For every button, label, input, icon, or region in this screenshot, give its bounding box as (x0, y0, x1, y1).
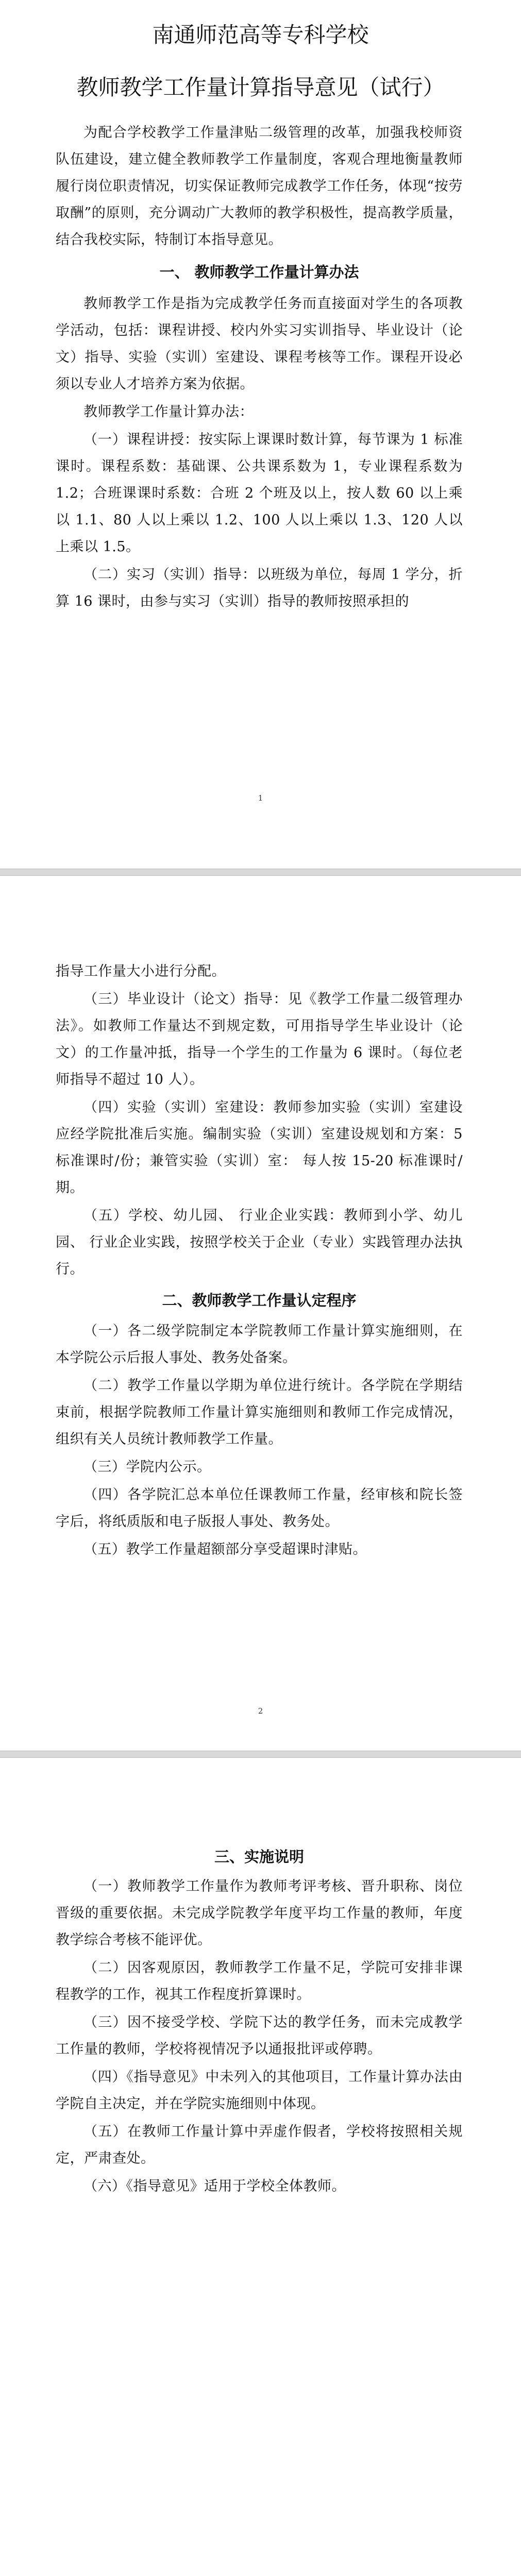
page-number: 2 (258, 1706, 263, 1716)
section-3-item: （一）教师教学工作量作为教师考评考核、晋升职称、岗位晋级的重要依据。未完成学院教学年度平均工作量的教师，年度教学综合考核不能评优。 (56, 1878, 463, 1948)
school-title: 南通师范高等专科学校 (152, 22, 369, 47)
section-2-item: （四）各学院汇总本单位任课教师工作量，经审核和院长签字后，将纸质版和电子版报人事处、教务处。 (56, 1487, 463, 1530)
section-3-item: （二）因客观原因，教师教学工作量不足，学院可安排非课程教学的工作，视其工作程度折算课时。 (56, 1960, 463, 2003)
section-3-item: （三）因不接受学校、学院下达的教学任务，而未完成教学工作量的教师，学校将视情况予以通报批评或停聘。 (56, 2014, 463, 2057)
document-page-2 (0, 876, 521, 1751)
section-2-item: （二）教学工作量以学期为单位进行统计。各学院在学期结束前，根据学院教师工作量计算实施细则和教师工作完成情况，组织有关人员统计教师教学工作量。 (56, 1378, 463, 1447)
page-1-body (56, 120, 463, 616)
document-title: 教师教学工作量计算指导意见（试行） (76, 75, 445, 100)
page-number: 1 (258, 793, 263, 803)
section-3-item: （四）《指导意见》中未列入的其他项目，工作量计算办法由学院自主决定，并在学院实施细则中体现。 (56, 2069, 463, 2112)
section-1-item: （二）实习（实训）指导：以班级为单位，每周 1 学分，折算 16 课时，由参与实习（实训）指导的教师按照承担的 (56, 567, 463, 609)
section-2-item: （三）学院内公示。 (83, 1459, 211, 1475)
section-3-item: （五）在教师工作量计算中弄虚作假者，学校将按照相关规定，严肃查处。 (56, 2124, 463, 2166)
section-3-heading: 三、实施说明 (214, 1848, 304, 1866)
section-1-item: （四）实验（实训）室建设：教师参加实验（实训）室建设应经学院批准后实施。编制实验（实训）室建设规划和方案：5 标准课时/份；兼管实验（实训）室： 每人按 15-20 标准课时/期。 (56, 1099, 463, 1196)
section-1-item: （五）学校、幼儿园、 行业企业实践：教师到小学、幼儿园、 行业企业实践，按照学校关于企业（专业）实践管理办法执行。 (56, 1208, 463, 1277)
document-page-1 (0, 0, 521, 868)
section-1-item: （三）毕业设计（论文）指导：见《教学工作量二级管理办法》。如教师工作量达不到规定数，可用指导学生毕业设计（论文）的工作量冲抵，指导一个学生的工作量为 6 课时。（每位老师指导不超过 10 人）。 (56, 991, 463, 1088)
continued-paragraph: 指导工作量大小进行分配。 (56, 963, 226, 979)
intro-paragraph: 为配合学校教学工作量津贴二级管理的改革，加强我校师资队伍建设，建立健全教师教学工作量制度，客观合理地衡量教师履行岗位职责情况，切实保证教师完成教学工作任务，体现“按劳取酬”的原则，充分调动广大教师的教学积极性，提高教学质量，结合我校实际，特制订本指导意见。 (56, 125, 463, 248)
section-1-heading: 一、 教师教学工作量计算办法 (159, 263, 359, 281)
page-separator (0, 869, 521, 876)
section-2-item: （一）各二级学院制定本学院教师工作量计算实施细则，在本学院公示后报人事处、教务处备案。 (56, 1323, 463, 1366)
section-1-paragraph: 教师教学工作量计算办法： (83, 404, 254, 420)
section-1-paragraph: 教师教学工作是指为完成教学任务而直接面对学生的各项教学活动，包括：课程讲授、校内外实习实训指导、毕业设计（论文）指导、实验（实训）室建设、课程考核等工作。课程开设必须以专业人才培养方案为依据。 (56, 296, 463, 392)
page-separator (0, 1751, 521, 1758)
page-3-body (56, 1842, 463, 2201)
section-1-item: （一）课程讲授：按实际上课课时数计算，每节课为 1 标准课时。课程系数：基础课、公共课系数为 1，专业课程系数为 1.2；合班课课时系数：合班 2 个班及以上，按人数 60 以上乘以 1.1、80 人以上乘以 1.2、100 人以上乘以 1.3、120 人以上乘以 1.5。 (56, 432, 463, 555)
section-2-item: （五）教学工作量超额部分享受超课时津贴。 (83, 1541, 367, 1557)
section-3-item: （六）《指导意见》适用于学校全体教师。 (83, 2178, 346, 2194)
page-2-body (56, 958, 463, 1564)
document-page-3 (0, 1758, 521, 2576)
section-2-heading: 二、教师教学工作量认定程序 (162, 1292, 357, 1309)
